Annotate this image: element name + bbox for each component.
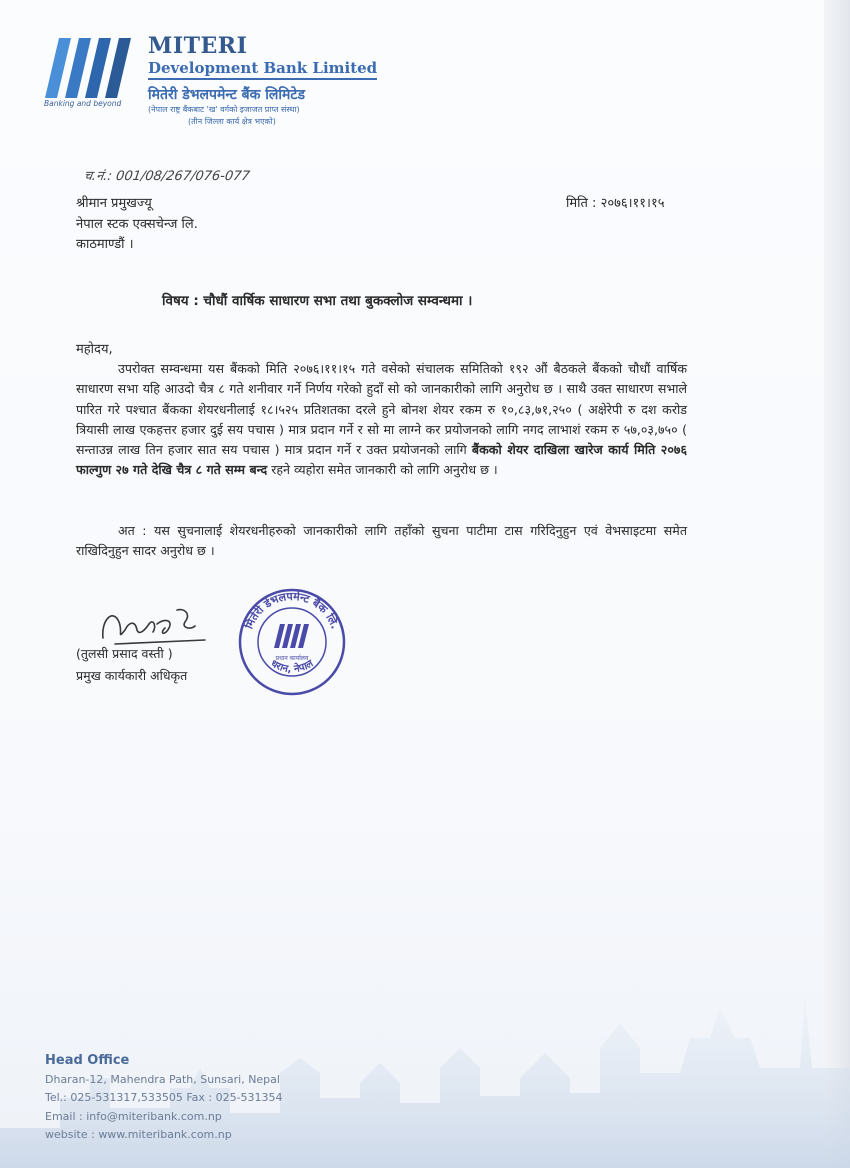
brand-name-nepali: मितेरी डेभलपमेन्ट बैंक लिमिटेड <box>148 87 305 103</box>
licence-line: (नेपाल राष्ट्र बैंकबाट 'ख' वर्गको इजाजत प्राप्त संस्था) <box>148 105 300 114</box>
recipient-line-2: नेपाल स्टक एक्सचेन्ज लि. <box>76 217 198 232</box>
recipient-line-3: काठमाण्डौं । <box>76 237 134 252</box>
body-paragraph-2: अत : यस सुचनालाई शेयरधनीहरुको जानकारीको लागि तहाँको सुचना पाटीमा टास गरिदिनुहुन एवं वेभसाइटमा समेत राखिदिनुहुन सादर अनुरोध छ । <box>76 523 687 559</box>
letter-closing <box>76 521 687 562</box>
stamp-logo-icon <box>274 624 309 648</box>
footer-email: Email : info@miteribank.com.np <box>45 1109 222 1123</box>
footer-contact <box>45 1052 283 1145</box>
official-seal-stamp <box>236 586 348 698</box>
para1-bold-text: बैंकको शेयर दाखिला खारेज कार्य मिति २०७६ फाल्गुण २७ गते देखि चैत्र ८ गते सम्म बन्द <box>76 442 688 478</box>
signer-name: (तुलसी प्रसाद वस्ती ) <box>76 646 173 661</box>
stamp-center-text: प्रधान कार्यालय <box>275 655 309 662</box>
miteri-logo-icon <box>45 38 137 98</box>
area-line: (तीन जिल्ला कार्य क्षेत्र भएको) <box>188 117 276 126</box>
brand-tagline: Banking and beyond <box>44 99 122 108</box>
signer-title: प्रमुख कार्यकारी अधिकृत <box>76 668 188 683</box>
brand-name: MITERI <box>148 33 248 59</box>
body-paragraph-1 <box>76 359 687 481</box>
footer-address: Dharan-12, Mahendra Path, Sunsari, Nepal <box>45 1072 280 1086</box>
footer-website: website : www.miteribank.com.np <box>45 1128 232 1141</box>
stamp-bottom-text: धरान, नेपाल <box>268 658 316 676</box>
footer-heading: Head Office <box>45 1053 130 1068</box>
reference-number: च.नं.: 001/08/267/076-077 <box>82 169 251 184</box>
recipient-line-1: श्रीमान प्रमुखज्यू <box>76 196 152 211</box>
para1-text-b: रहने व्यहोरा समेत जानकारी को लागि अनुरोध छ । <box>267 462 498 478</box>
letter-body <box>76 359 687 481</box>
footer-phone: Tel.: 025-531317,533505 Fax : 025-531354 <box>45 1091 283 1104</box>
handwritten-signature <box>95 600 215 650</box>
para1-text-a: उपरोक्त सम्वन्धमा यस बैंकको मिति २०७६।११।१५ गते वसेको संचालक समितिको १९२ औं बैठकले बैंकको चौधौं वार्षिक साधारण सभा यहि आउदो चैत्र ८ गते शनीवार गर्ने निर्णय गरेको हुदाँ सो को जानकारीको लागि अनुरोध छ । साथै उक्त साधारण सभाले पारित गरे पश्चात बैंकका शेयरधनीलाई १८।५२५ प्रतिशतका दरले हुने बोनश शेयर रकम रु १०,८३,७१,२५० ( अक्षेरेपी रु दश करोड त्रियासी लाख एकहत्तर हजार दुई सय पचास ) मात्र प्रदान गर्ने र सो मा लाग्ने कर प्रयोजनको लागि नगद लाभाशं रकम रु ५७,०३,७५० ( सन्ताउन्न लाख तिन हजार सात सय पचास ) मात्र प्रदान गर्ने र उक्त प्रयोजनको लागि <box>76 361 687 458</box>
salutation: महोदय, <box>76 342 113 357</box>
letter-date: मिति : २०७६।११।१५ <box>566 196 665 211</box>
letter-subject: विषय : चौधौं वार्षिक साधारण सभा तथा बुकक्लोज सम्वन्धमा । <box>162 293 473 309</box>
stamp-ring-text: मितेरी डेभलपमेन्ट बैंक लि. <box>242 589 342 631</box>
brand-subtitle: Development Bank Limited <box>148 59 377 80</box>
